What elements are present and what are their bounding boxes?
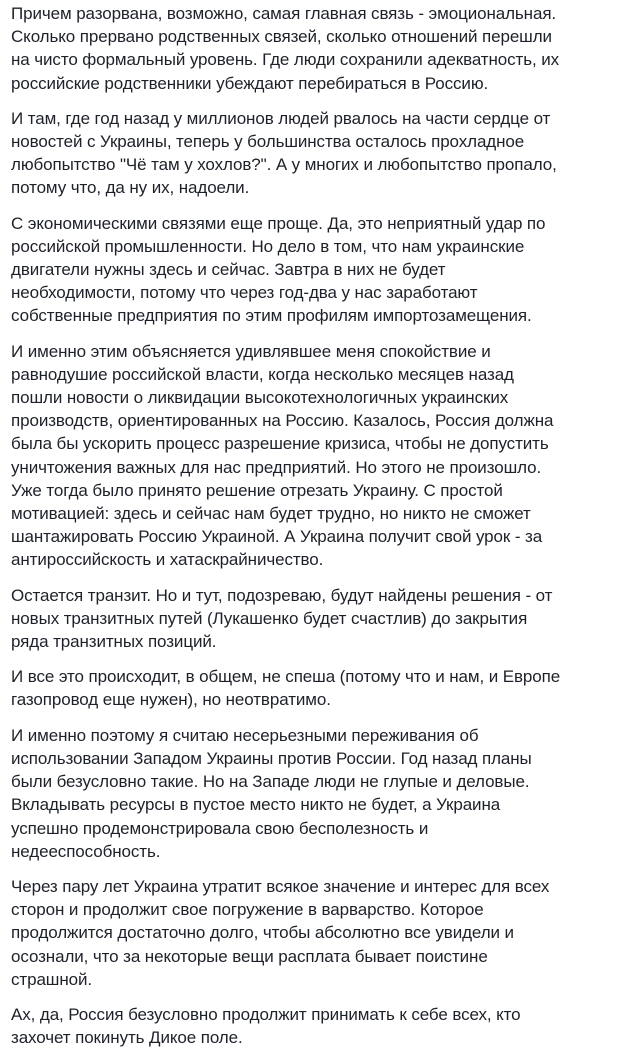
paragraph-closing <box>11 1003 610 1049</box>
text-line: Причем разорвана, возможно, самая главная связь - эмоциональная. <box>11 4 557 23</box>
text-line: равнодушие российской власти, когда несколько месяцев назад <box>11 364 514 384</box>
text-line: Остается транзит. Но и тут, подозреваю, будут найдены решения - от <box>11 585 553 605</box>
text-line: пошли новости о ликвидации высокотехнологичных украинских <box>11 388 509 408</box>
text-line: И именно этим объясняется удивлявшее меня спокойствие и <box>11 341 491 361</box>
paragraph-curiosity <box>11 107 610 200</box>
text-line: ряда транзитных позиций. <box>11 632 217 652</box>
text-line: осознали, что за некоторые вещи расплата бывает поистине <box>11 946 488 966</box>
text-line: российской промышленности. Но дело в том, что нам украинские <box>11 236 525 256</box>
text-line: газопровод еще нужен), но неотвратимо. <box>11 690 331 710</box>
text-line: собственные предприятия по этим профилям импортозамещения. <box>11 306 532 326</box>
text-line: Уже тогда было принято решение отрезать Украину. С простой <box>11 480 503 500</box>
text-line: С экономическими связями еще проще. Да, это неприятный удар по <box>11 213 546 233</box>
text-line: успешно продемонстрировала свою бесполезность и <box>11 818 429 838</box>
text-line: новых транзитных путей (Лукашенко будет счастлив) до закрытия <box>11 608 528 628</box>
text-line: Вкладывать ресурсы в пустое место никто не будет, а Украина <box>11 795 501 815</box>
text-line: были безусловно такие. Но на Западе люди не глупые и деловые. <box>11 772 530 792</box>
text-line: мотивацией: здесь и сейчас нам будет трудно, но никто не сможет <box>11 504 531 524</box>
paragraph-emotional-ties <box>11 2 610 95</box>
paragraph-inevitable <box>11 665 610 711</box>
text-line: любопытство "Чё там у хохлов?". А у многих и любопытство пропало, <box>11 155 557 175</box>
text-line: И там, где год назад у миллионов людей рвалось на части сердце от <box>11 108 551 128</box>
text-line: антироссийскость и хатаскрайничество. <box>11 550 324 570</box>
paragraph-future <box>11 875 610 991</box>
text-line: Ах, да, Россия безусловно продолжит принимать к себе всех, кто <box>11 1004 521 1024</box>
text-line: Сколько прервано родственных связей, сколько отношений перешли <box>11 27 552 47</box>
text-line: потому что, да ну их, надоели. <box>11 178 250 198</box>
text-line: страшной. <box>11 969 92 989</box>
text-line: необходимости, потому что через год-два у нас заработают <box>11 283 478 303</box>
text-line: захочет покинуть Дикое поле. <box>11 1028 243 1048</box>
text-line: российские родственники убеждают перебираться в Россию. <box>11 73 489 93</box>
text-line: использовании Западом Украины против России. Год назад планы <box>11 748 532 768</box>
text-line: недееспособность. <box>11 841 161 861</box>
text-line: двигатели нужны здесь и сейчас. Завтра в них не будет <box>11 260 446 280</box>
text-line: И именно поэтому я считаю несерьезными переживания об <box>11 725 479 745</box>
paragraph-transit <box>11 584 610 654</box>
text-line: шантажировать Россию Украиной. А Украина получит свой урок - за <box>11 527 543 547</box>
text-line: И все это происходит, в общем, не спеша (потому что и нам, и Европе <box>11 667 561 687</box>
paragraph-government-calm <box>11 340 610 572</box>
text-line: уничтожения важных для нас предприятий. Но этого не произошло. <box>11 457 542 477</box>
text-line: сторон и продолжит свое погружение в варварство. Которое <box>11 900 484 920</box>
text-line: Через пару лет Украина утратит всякое значение и интерес для всех <box>11 876 550 896</box>
text-line: продолжится достаточно долго, чтобы абсолютно все увидели и <box>11 923 514 943</box>
text-line: на чисто формальный уровень. Где люди сохранили адекватность, их <box>11 50 560 70</box>
text-line: производств, ориентированных на Россию. Казалось, Россия должна <box>11 411 554 431</box>
paragraph-west <box>11 724 610 863</box>
paragraph-economic-ties <box>11 212 610 328</box>
text-line: была бы ускорить процесс разрешение кризиса, чтобы не допустить <box>11 434 549 454</box>
text-line: новостей с Украины, теперь у большинства осталось прохладное <box>11 132 525 152</box>
